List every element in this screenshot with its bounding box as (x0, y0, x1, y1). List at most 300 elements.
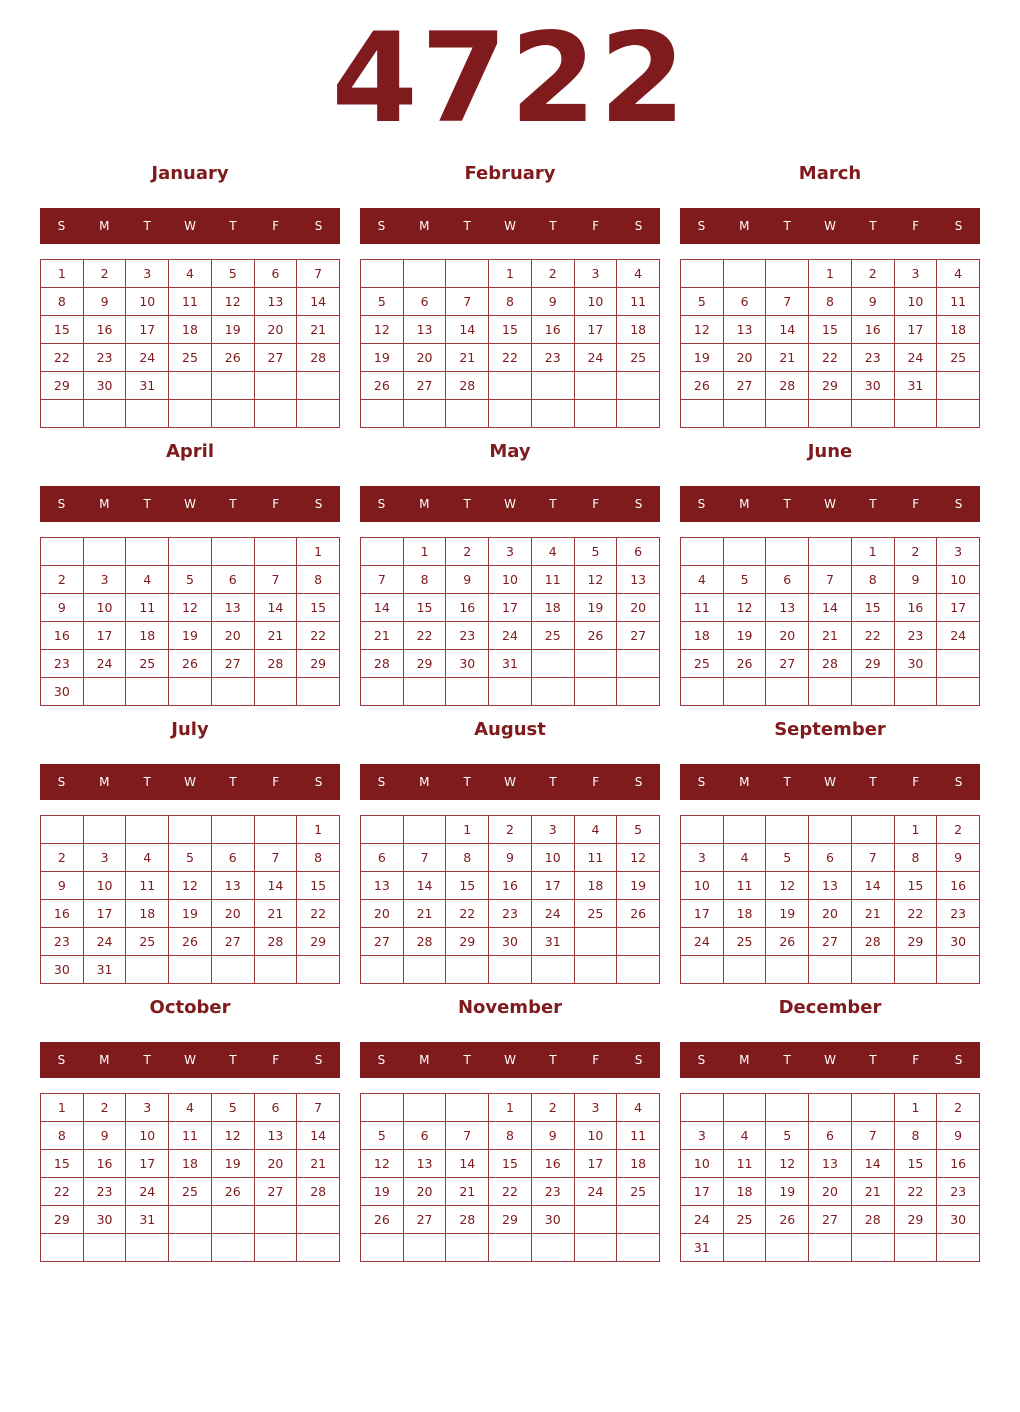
day-cell: 17 (126, 316, 169, 344)
empty-cell (255, 956, 298, 984)
empty-cell (255, 538, 298, 566)
empty-cell (852, 1094, 895, 1122)
weekday-label: M (99, 775, 110, 789)
day-cell: 14 (809, 594, 852, 622)
day-cell: 29 (297, 928, 340, 956)
empty-cell (766, 956, 809, 984)
day-cell: 26 (212, 1178, 255, 1206)
empty-cell (809, 1094, 852, 1122)
day-cell: 26 (212, 344, 255, 372)
empty-cell (575, 956, 618, 984)
empty-cell (169, 1234, 212, 1262)
empty-cell (41, 1234, 84, 1262)
empty-cell (895, 1234, 938, 1262)
day-cell: 14 (404, 872, 447, 900)
empty-cell (361, 1234, 404, 1262)
day-cell: 16 (446, 594, 489, 622)
day-cell: 6 (809, 844, 852, 872)
weekday-label: M (419, 1053, 430, 1067)
day-cell: 26 (575, 622, 618, 650)
month-title: February (464, 163, 556, 184)
weekday-label: S (954, 775, 963, 789)
day-cell: 6 (404, 1122, 447, 1150)
day-cell: 23 (489, 900, 532, 928)
day-cell: 2 (41, 844, 84, 872)
empty-cell (809, 956, 852, 984)
weekday-label: F (912, 775, 920, 789)
empty-cell (446, 400, 489, 428)
day-cell: 11 (575, 844, 618, 872)
day-cell: 11 (169, 288, 212, 316)
day-cell: 16 (937, 1150, 980, 1178)
day-cell: 31 (681, 1234, 724, 1262)
weekday-label: T (143, 775, 151, 789)
day-cell: 14 (446, 316, 489, 344)
empty-cell (489, 678, 532, 706)
day-cell: 13 (404, 1150, 447, 1178)
month-title: July (171, 719, 209, 740)
day-cell: 6 (617, 538, 660, 566)
day-cell: 6 (404, 288, 447, 316)
day-cell: 16 (895, 594, 938, 622)
weekday-label: S (697, 775, 706, 789)
empty-cell (766, 1234, 809, 1262)
empty-cell (297, 1206, 340, 1234)
day-cell: 19 (169, 900, 212, 928)
day-cell: 2 (895, 538, 938, 566)
day-cell: 13 (724, 316, 767, 344)
day-cell: 30 (532, 1206, 575, 1234)
weekday-header (40, 764, 340, 800)
day-cell: 16 (489, 872, 532, 900)
empty-cell (126, 400, 169, 428)
empty-cell (255, 678, 298, 706)
weekday-label: T (143, 1053, 151, 1067)
weekday-label: T (229, 219, 237, 233)
weekday-label: T (463, 1053, 471, 1067)
day-cell: 16 (937, 872, 980, 900)
day-cell: 12 (212, 1122, 255, 1150)
day-cell: 30 (446, 650, 489, 678)
weekday-label: W (824, 775, 836, 789)
day-cell: 19 (724, 622, 767, 650)
day-grid (360, 537, 660, 706)
month-february (360, 154, 660, 428)
day-cell: 11 (724, 1150, 767, 1178)
day-cell: 16 (41, 900, 84, 928)
day-cell: 12 (681, 316, 724, 344)
weekday-label: T (549, 775, 557, 789)
empty-cell (489, 400, 532, 428)
weekday-label: T (549, 497, 557, 511)
day-cell: 4 (724, 1122, 767, 1150)
empty-cell (852, 678, 895, 706)
day-cell: 5 (361, 288, 404, 316)
month-title: May (489, 441, 531, 462)
day-cell: 3 (532, 816, 575, 844)
day-cell: 4 (937, 260, 980, 288)
empty-cell (617, 400, 660, 428)
month-january (40, 154, 340, 428)
day-cell: 7 (446, 288, 489, 316)
day-cell: 10 (575, 288, 618, 316)
weekday-label: F (592, 1053, 600, 1067)
empty-cell (575, 372, 618, 400)
day-cell: 5 (724, 566, 767, 594)
month-title: June (807, 441, 853, 462)
empty-cell (297, 372, 340, 400)
empty-cell (84, 400, 127, 428)
empty-cell (575, 1234, 618, 1262)
empty-cell (809, 400, 852, 428)
weekday-label: W (184, 219, 196, 233)
month-june (680, 432, 980, 706)
empty-cell (446, 260, 489, 288)
day-cell: 8 (297, 566, 340, 594)
empty-cell (724, 538, 767, 566)
day-cell: 15 (446, 872, 489, 900)
day-cell: 30 (489, 928, 532, 956)
day-cell: 2 (937, 816, 980, 844)
day-cell: 9 (532, 1122, 575, 1150)
empty-cell (212, 956, 255, 984)
empty-cell (895, 678, 938, 706)
day-cell: 11 (126, 872, 169, 900)
day-cell: 8 (895, 1122, 938, 1150)
weekday-label: S (57, 775, 66, 789)
day-cell: 7 (852, 844, 895, 872)
weekday-header (680, 1042, 980, 1078)
day-cell: 9 (489, 844, 532, 872)
day-grid (40, 1093, 340, 1262)
empty-cell (724, 678, 767, 706)
weekday-label: S (697, 1053, 706, 1067)
day-grid (680, 1093, 980, 1262)
day-cell: 3 (489, 538, 532, 566)
empty-cell (937, 956, 980, 984)
empty-cell (212, 400, 255, 428)
day-cell: 28 (809, 650, 852, 678)
day-cell: 20 (212, 900, 255, 928)
day-cell: 10 (681, 872, 724, 900)
weekday-label: S (314, 1053, 323, 1067)
day-cell: 1 (895, 816, 938, 844)
day-cell: 8 (489, 1122, 532, 1150)
empty-cell (361, 400, 404, 428)
day-cell: 22 (446, 900, 489, 928)
day-cell: 27 (809, 928, 852, 956)
day-cell: 11 (937, 288, 980, 316)
day-cell: 9 (852, 288, 895, 316)
day-cell: 9 (895, 566, 938, 594)
day-cell: 25 (617, 344, 660, 372)
day-cell: 10 (126, 1122, 169, 1150)
day-cell: 8 (446, 844, 489, 872)
day-cell: 20 (809, 900, 852, 928)
day-cell: 20 (212, 622, 255, 650)
empty-cell (532, 678, 575, 706)
day-cell: 28 (361, 650, 404, 678)
empty-cell (361, 678, 404, 706)
day-cell: 1 (489, 260, 532, 288)
day-cell: 14 (297, 1122, 340, 1150)
day-cell: 13 (255, 288, 298, 316)
empty-cell (724, 1234, 767, 1262)
empty-cell (575, 650, 618, 678)
weekday-header (680, 486, 980, 522)
day-cell: 5 (169, 844, 212, 872)
day-cell: 2 (446, 538, 489, 566)
empty-cell (895, 400, 938, 428)
day-cell: 6 (212, 844, 255, 872)
day-cell: 18 (724, 900, 767, 928)
day-cell: 15 (297, 872, 340, 900)
day-cell: 11 (617, 288, 660, 316)
day-cell: 3 (681, 844, 724, 872)
day-cell: 7 (361, 566, 404, 594)
day-cell: 6 (766, 566, 809, 594)
day-cell: 23 (532, 1178, 575, 1206)
day-cell: 17 (126, 1150, 169, 1178)
empty-cell (361, 956, 404, 984)
empty-cell (126, 816, 169, 844)
day-cell: 22 (895, 900, 938, 928)
day-cell: 21 (852, 900, 895, 928)
day-grid (680, 537, 980, 706)
weekday-label: W (504, 1053, 516, 1067)
day-cell: 27 (212, 928, 255, 956)
day-cell: 6 (724, 288, 767, 316)
weekday-label: F (272, 497, 280, 511)
weekday-label: S (377, 1053, 386, 1067)
month-title: August (474, 719, 546, 740)
day-cell: 14 (852, 1150, 895, 1178)
empty-cell (169, 372, 212, 400)
weekday-label: W (184, 775, 196, 789)
empty-cell (617, 928, 660, 956)
empty-cell (766, 678, 809, 706)
day-cell: 15 (809, 316, 852, 344)
day-cell: 25 (937, 344, 980, 372)
day-cell: 9 (84, 288, 127, 316)
day-cell: 17 (895, 316, 938, 344)
empty-cell (212, 1206, 255, 1234)
day-cell: 26 (617, 900, 660, 928)
day-cell: 12 (361, 316, 404, 344)
day-cell: 23 (41, 928, 84, 956)
day-cell: 13 (809, 1150, 852, 1178)
day-cell: 30 (852, 372, 895, 400)
day-cell: 27 (404, 1206, 447, 1234)
weekday-header (40, 1042, 340, 1078)
day-cell: 7 (255, 566, 298, 594)
day-cell: 11 (724, 872, 767, 900)
day-cell: 15 (297, 594, 340, 622)
day-cell: 27 (617, 622, 660, 650)
day-cell: 16 (84, 316, 127, 344)
empty-cell (617, 650, 660, 678)
month-title: December (778, 997, 882, 1018)
empty-cell (532, 650, 575, 678)
empty-cell (681, 1094, 724, 1122)
empty-cell (446, 678, 489, 706)
day-cell: 9 (532, 288, 575, 316)
day-cell: 13 (766, 594, 809, 622)
day-cell: 14 (446, 1150, 489, 1178)
day-cell: 21 (446, 344, 489, 372)
empty-cell (212, 816, 255, 844)
day-cell: 22 (895, 1178, 938, 1206)
day-cell: 29 (895, 928, 938, 956)
day-cell: 8 (41, 1122, 84, 1150)
day-cell: 24 (489, 622, 532, 650)
day-cell: 23 (895, 622, 938, 650)
day-cell: 8 (297, 844, 340, 872)
day-cell: 4 (126, 566, 169, 594)
day-cell: 12 (169, 872, 212, 900)
weekday-label: T (463, 775, 471, 789)
weekday-label: S (634, 497, 643, 511)
weekday-label: M (99, 219, 110, 233)
day-grid (40, 815, 340, 984)
empty-cell (212, 372, 255, 400)
empty-cell (404, 400, 447, 428)
day-cell: 16 (532, 1150, 575, 1178)
day-cell: 26 (361, 372, 404, 400)
day-cell: 9 (446, 566, 489, 594)
empty-cell (84, 678, 127, 706)
day-cell: 20 (766, 622, 809, 650)
day-cell: 29 (297, 650, 340, 678)
empty-cell (212, 1234, 255, 1262)
day-cell: 24 (575, 344, 618, 372)
empty-cell (532, 1234, 575, 1262)
day-cell: 29 (852, 650, 895, 678)
empty-cell (617, 1206, 660, 1234)
day-cell: 28 (446, 1206, 489, 1234)
month-may (360, 432, 660, 706)
day-cell: 4 (681, 566, 724, 594)
weekday-label: T (783, 497, 791, 511)
weekday-label: M (419, 775, 430, 789)
day-cell: 28 (852, 928, 895, 956)
day-grid (40, 537, 340, 706)
day-cell: 3 (84, 566, 127, 594)
day-cell: 18 (126, 622, 169, 650)
empty-cell (895, 956, 938, 984)
day-cell: 3 (126, 1094, 169, 1122)
empty-cell (575, 678, 618, 706)
day-cell: 2 (852, 260, 895, 288)
day-cell: 24 (681, 928, 724, 956)
empty-cell (766, 400, 809, 428)
weekday-header (360, 764, 660, 800)
day-cell: 14 (766, 316, 809, 344)
weekday-label: W (824, 219, 836, 233)
day-cell: 17 (532, 872, 575, 900)
weekday-label: W (824, 1053, 836, 1067)
empty-cell (446, 1234, 489, 1262)
day-cell: 2 (84, 260, 127, 288)
day-cell: 24 (126, 1178, 169, 1206)
day-cell: 21 (361, 622, 404, 650)
weekday-label: F (272, 775, 280, 789)
day-grid (40, 259, 340, 428)
empty-cell (361, 1094, 404, 1122)
day-cell: 11 (532, 566, 575, 594)
day-cell: 20 (361, 900, 404, 928)
day-cell: 22 (809, 344, 852, 372)
day-cell: 5 (169, 566, 212, 594)
day-cell: 22 (297, 900, 340, 928)
empty-cell (212, 678, 255, 706)
empty-cell (681, 816, 724, 844)
day-cell: 15 (404, 594, 447, 622)
day-cell: 3 (575, 1094, 618, 1122)
weekday-label: S (954, 1053, 963, 1067)
weekday-header (40, 486, 340, 522)
empty-cell (404, 1234, 447, 1262)
day-cell: 5 (766, 1122, 809, 1150)
month-title: April (165, 441, 215, 462)
weekday-label: M (99, 1053, 110, 1067)
day-cell: 4 (617, 260, 660, 288)
weekday-label: T (143, 219, 151, 233)
day-cell: 17 (84, 622, 127, 650)
day-cell: 2 (84, 1094, 127, 1122)
day-cell: 9 (41, 594, 84, 622)
day-grid (360, 815, 660, 984)
day-cell: 4 (169, 260, 212, 288)
month-august (360, 710, 660, 984)
empty-cell (212, 538, 255, 566)
empty-cell (852, 400, 895, 428)
day-cell: 13 (809, 872, 852, 900)
day-cell: 1 (809, 260, 852, 288)
empty-cell (255, 1234, 298, 1262)
day-cell: 23 (84, 344, 127, 372)
month-december (680, 988, 980, 1262)
day-cell: 30 (84, 1206, 127, 1234)
day-cell: 6 (809, 1122, 852, 1150)
weekday-label: F (912, 1053, 920, 1067)
weekday-label: W (184, 1053, 196, 1067)
empty-cell (724, 816, 767, 844)
month-september (680, 710, 980, 984)
day-cell: 6 (361, 844, 404, 872)
day-cell: 16 (852, 316, 895, 344)
day-cell: 13 (404, 316, 447, 344)
day-grid (680, 815, 980, 984)
weekday-label: S (314, 219, 323, 233)
day-cell: 4 (532, 538, 575, 566)
day-cell: 28 (255, 928, 298, 956)
day-grid (360, 1093, 660, 1262)
empty-cell (255, 1206, 298, 1234)
day-cell: 12 (212, 288, 255, 316)
day-cell: 11 (126, 594, 169, 622)
day-cell: 31 (895, 372, 938, 400)
day-cell: 28 (297, 1178, 340, 1206)
month-october (40, 988, 340, 1262)
day-cell: 18 (617, 1150, 660, 1178)
weekday-label: T (229, 1053, 237, 1067)
day-cell: 12 (724, 594, 767, 622)
weekday-label: S (57, 219, 66, 233)
day-grid (360, 259, 660, 428)
day-cell: 7 (809, 566, 852, 594)
day-cell: 8 (852, 566, 895, 594)
